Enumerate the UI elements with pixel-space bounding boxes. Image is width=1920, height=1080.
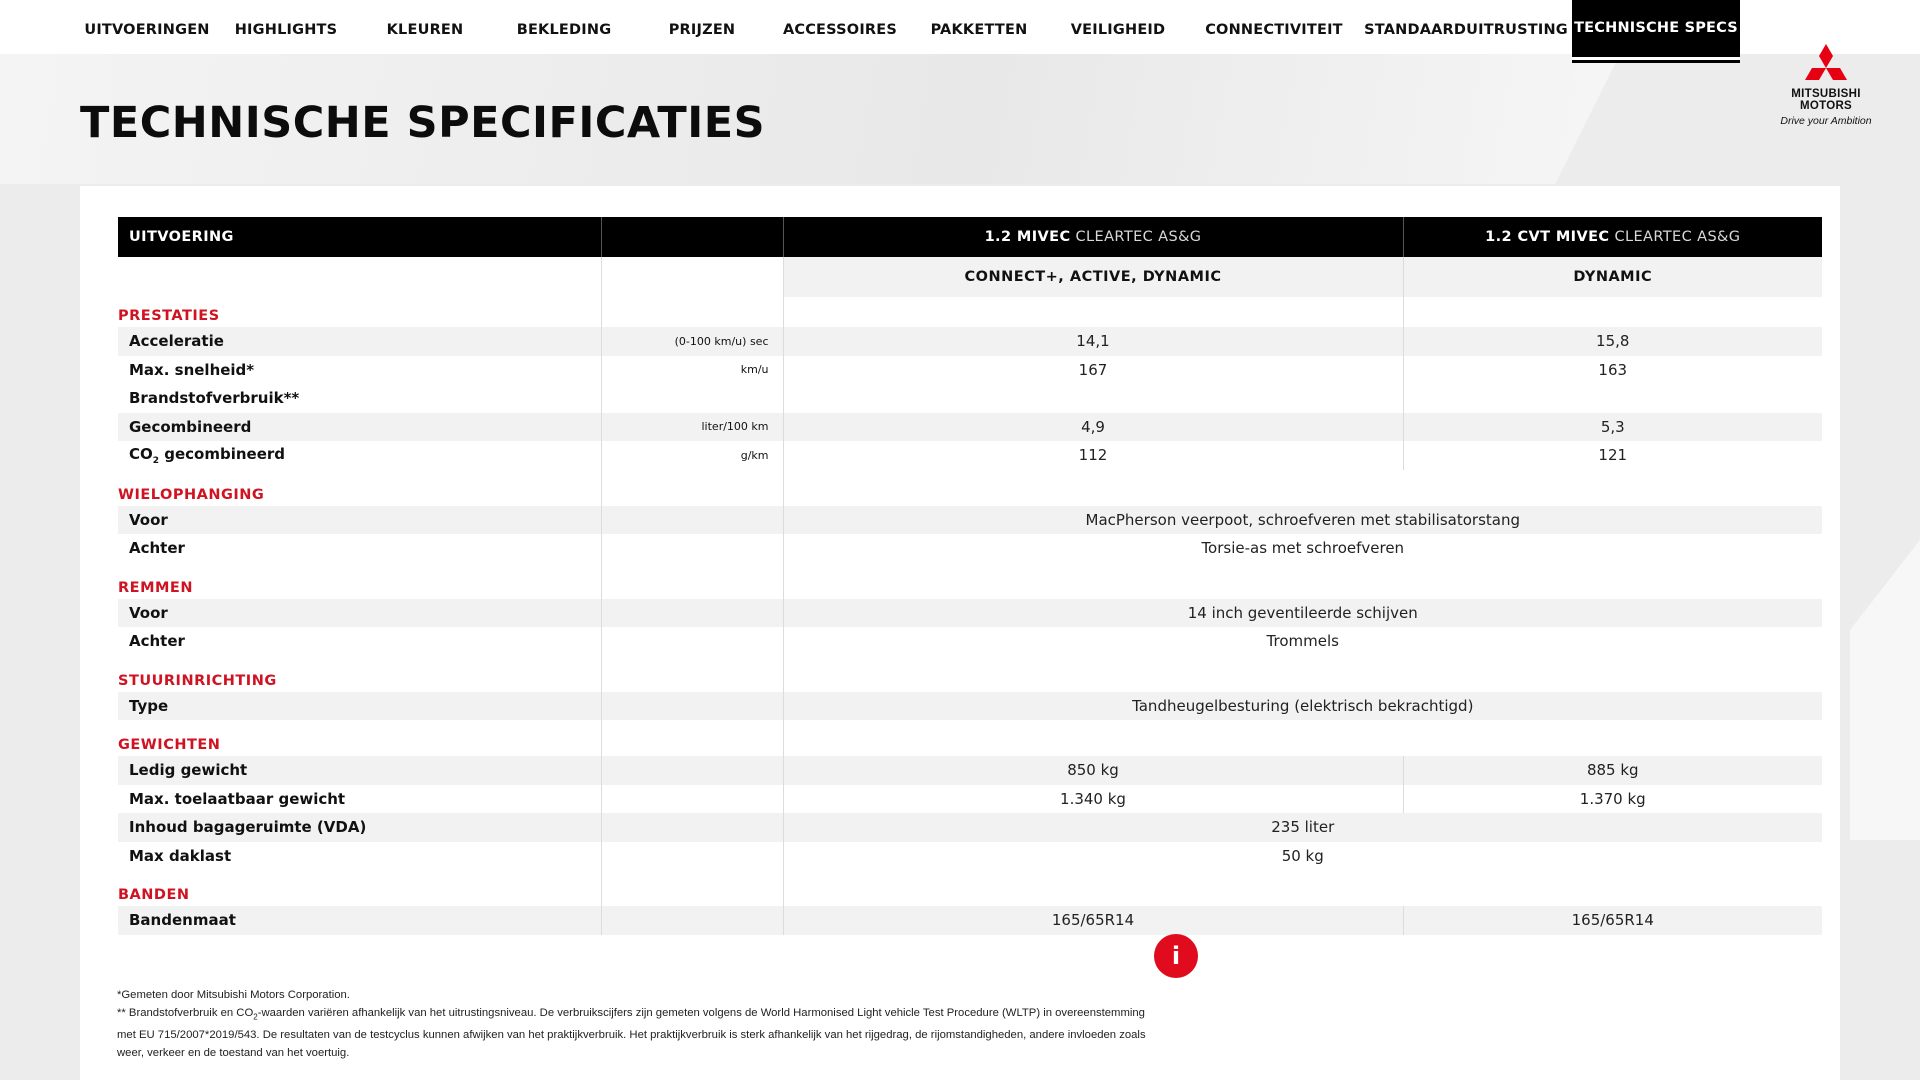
header-uitvoering: UITVOERING	[118, 217, 601, 257]
section-spacer	[783, 870, 1822, 906]
footnote-2-pre: ** Brandstofverbruik en CO	[117, 1007, 254, 1019]
row-value-shared: Trommels	[783, 627, 1822, 656]
row-value-a: 1.340 kg	[783, 785, 1403, 814]
row-label: Gecombineerd	[118, 413, 601, 442]
section-spacer	[601, 563, 783, 599]
section-spacer	[783, 656, 1822, 692]
section-spacer	[601, 870, 783, 906]
section-title-remmen: REMMEN	[118, 579, 193, 596]
row-value-b: 5,3	[1403, 413, 1822, 442]
row-unit: km/u	[601, 356, 783, 385]
section-title-stuurinrichting: STUURINRICHTING	[118, 672, 277, 689]
table-row	[118, 627, 1822, 656]
row-label: Type	[118, 692, 601, 721]
logo-wordmark-line1: MITSUBISHI	[1791, 88, 1861, 100]
row-unit	[601, 842, 783, 871]
background-swoosh-right	[1850, 540, 1920, 840]
row-unit	[601, 384, 783, 413]
table-row	[118, 356, 1822, 385]
table-row	[118, 842, 1822, 871]
footnotes	[117, 986, 1277, 1062]
table-row	[118, 413, 1822, 442]
page-title: TECHNISCHE SPECIFICATIES	[80, 98, 766, 148]
section-spacer	[783, 563, 1822, 599]
nav-item-bekleding[interactable]: BEKLEDING	[516, 22, 612, 38]
section-title-wielophanging: WIELOPHANGING	[118, 486, 265, 503]
row-label: Inhoud bagageruimte (VDA)	[118, 813, 601, 842]
subheader-variant-a: CONNECT+, ACTIVE, DYNAMIC	[783, 257, 1403, 297]
section-spacer	[1403, 297, 1822, 327]
subheader-empty-unit	[601, 257, 783, 297]
row-value-b: 165/65R14	[1403, 906, 1822, 935]
row-value-shared: 14 inch geventileerde schijven	[783, 599, 1822, 628]
section-row	[118, 720, 1822, 756]
nav-item-technische-specs[interactable]: TECHNISCHE SPECS	[1572, 0, 1740, 60]
row-label: Ledig gewicht	[118, 756, 601, 785]
row-unit	[601, 785, 783, 814]
row-value-a: 14,1	[783, 327, 1403, 356]
row-unit: liter/100 km	[601, 413, 783, 442]
row-value-a: 112	[783, 441, 1403, 470]
row-value-b: 121	[1403, 441, 1822, 470]
section-spacer	[783, 297, 1403, 327]
row-value-a: 167	[783, 356, 1403, 385]
table-row	[118, 384, 1822, 413]
row-unit	[601, 756, 783, 785]
row-label: Bandenmaat	[118, 906, 601, 935]
section-row	[118, 563, 1822, 599]
row-value-shared: 50 kg	[783, 842, 1822, 871]
section-title-prestaties: PRESTATIES	[118, 308, 220, 324]
row-value-b: 15,8	[1403, 327, 1822, 356]
logo-tagline: Drive your Ambition	[1780, 115, 1872, 127]
row-label: Achter	[129, 539, 185, 558]
section-spacer	[783, 720, 1822, 756]
footnote-2-sub: 2	[253, 1012, 258, 1022]
section-row	[118, 870, 1822, 906]
row-label: Max. snelheid*	[129, 360, 255, 379]
row-label: Max. toelaatbaar gewicht	[129, 789, 346, 808]
section-spacer	[601, 656, 783, 692]
co2-subscript: 2	[152, 455, 160, 466]
info-icon[interactable]: i	[1154, 934, 1198, 978]
section-spacer	[783, 470, 1822, 506]
table-header-row	[118, 217, 1822, 257]
row-label: Voor	[118, 506, 601, 535]
top-navigation	[0, 0, 1920, 54]
row-value-a: 165/65R14	[783, 906, 1403, 935]
row-value-shared: 235 liter	[783, 813, 1822, 842]
footnote-2-post: -waarden variëren afhankelijk van het uitrustingsniveau. De verbruikscijfers zijn gemeten volgens de World Harmonised Light vehicle Test Procedure (WLTP) in overeenstemming	[257, 1007, 1145, 1019]
logo-wordmark-line2: MOTORS	[1799, 100, 1853, 112]
row-label: Achter	[129, 632, 185, 651]
section-title-gewichten: GEWICHTEN	[118, 737, 221, 753]
header-variant-b	[1403, 217, 1822, 257]
row-label: Acceleratie	[118, 327, 601, 356]
row-unit	[601, 534, 783, 563]
header-variant-b-bold: 1.2 CVT MIVEC	[1485, 229, 1610, 245]
spec-table	[118, 217, 1822, 935]
table-row	[118, 599, 1822, 628]
row-value-shared: Tandheugelbesturing (elektrisch bekrachtigd)	[783, 692, 1822, 721]
row-label: Brandstofverbruik**	[129, 389, 300, 408]
row-value-b: 1.370 kg	[1403, 785, 1822, 814]
row-value-a	[783, 384, 1403, 413]
section-row	[118, 656, 1822, 692]
table-row	[118, 327, 1822, 356]
row-value-b: 885 kg	[1403, 756, 1822, 785]
table-row	[118, 785, 1822, 814]
header-variant-a-bold: 1.2 MIVEC	[984, 229, 1071, 245]
section-row	[118, 297, 1822, 327]
table-row	[118, 534, 1822, 563]
table-row	[118, 692, 1822, 721]
nav-item-prijzen[interactable]: PRIJZEN	[668, 22, 736, 38]
row-value-b: 163	[1403, 356, 1822, 385]
co2-suffix: gecombineerd	[159, 444, 286, 463]
footnote-3: met EU 715/2007*2019/543. De resultaten van de testcyclus kunnen afwijken van het praktijkverbruik. Het praktijkverbruik is sterk afhankelijk van het rijgedrag, de rijomstandigheden, andere invloeden zoals	[117, 1029, 1146, 1042]
nav-item-accessoires[interactable]: ACCESSOIRES	[782, 22, 898, 38]
nav-item-highlights[interactable]: HIGHLIGHTS	[234, 22, 338, 38]
section-row	[118, 470, 1822, 506]
row-unit	[601, 813, 783, 842]
row-value-b	[1403, 384, 1822, 413]
nav-item-veiligheid[interactable]: VEILIGHEID	[1070, 22, 1166, 38]
mitsubishi-logo[interactable]	[1772, 44, 1880, 127]
nav-item-pakketten[interactable]: PAKKETTEN	[930, 22, 1028, 38]
three-diamonds-icon	[1805, 44, 1847, 88]
nav-item-uitvoeringen[interactable]: UITVOERINGEN	[84, 22, 210, 38]
row-unit	[601, 692, 783, 721]
footnote-2	[117, 1004, 1277, 1026]
table-row	[118, 756, 1822, 785]
spec-panel	[80, 186, 1840, 1080]
subheader-row	[118, 257, 1822, 297]
table-row	[118, 813, 1822, 842]
subheader-empty	[118, 257, 601, 297]
row-unit	[601, 906, 783, 935]
row-value-a: 4,9	[783, 413, 1403, 442]
subheader-variant-b: DYNAMIC	[1403, 257, 1822, 297]
section-spacer	[601, 297, 783, 327]
row-unit: g/km	[601, 441, 783, 470]
table-row	[118, 906, 1822, 935]
table-row	[118, 441, 1822, 470]
row-value-shared: Torsie-as met schroefveren	[783, 534, 1822, 563]
nav-item-kleuren[interactable]: KLEUREN	[386, 22, 464, 38]
table-row	[118, 506, 1822, 535]
row-unit	[601, 627, 783, 656]
row-label: Voor	[118, 599, 601, 628]
row-label: Max daklast	[129, 846, 232, 865]
header-variant-a	[783, 217, 1403, 257]
nav-item-connectiviteit[interactable]: CONNECTIVITEIT	[1205, 22, 1343, 38]
section-spacer	[601, 720, 783, 756]
footnote-1: *Gemeten door Mitsubishi Motors Corporation.	[117, 989, 350, 1001]
co2-prefix: CO	[129, 444, 153, 463]
row-value-shared: MacPherson veerpoot, schroefveren met stabilisatorstang	[783, 506, 1822, 535]
row-unit: (0-100 km/u) sec	[601, 327, 783, 356]
section-spacer	[601, 470, 783, 506]
row-unit	[601, 599, 783, 628]
row-value-a: 850 kg	[783, 756, 1403, 785]
nav-item-standaarduitrusting[interactable]: STANDAARDUITRUSTING	[1364, 22, 1568, 38]
footnote-4: weer, verkeer en de toestand van het voertuig.	[117, 1047, 350, 1060]
row-label	[118, 441, 601, 470]
header-unit-column	[601, 217, 783, 257]
row-unit	[601, 506, 783, 535]
header-variant-a-light: CLEARTEC AS&G	[1070, 229, 1202, 245]
section-title-banden: BANDEN	[118, 887, 190, 903]
header-variant-b-light: CLEARTEC AS&G	[1609, 229, 1741, 245]
